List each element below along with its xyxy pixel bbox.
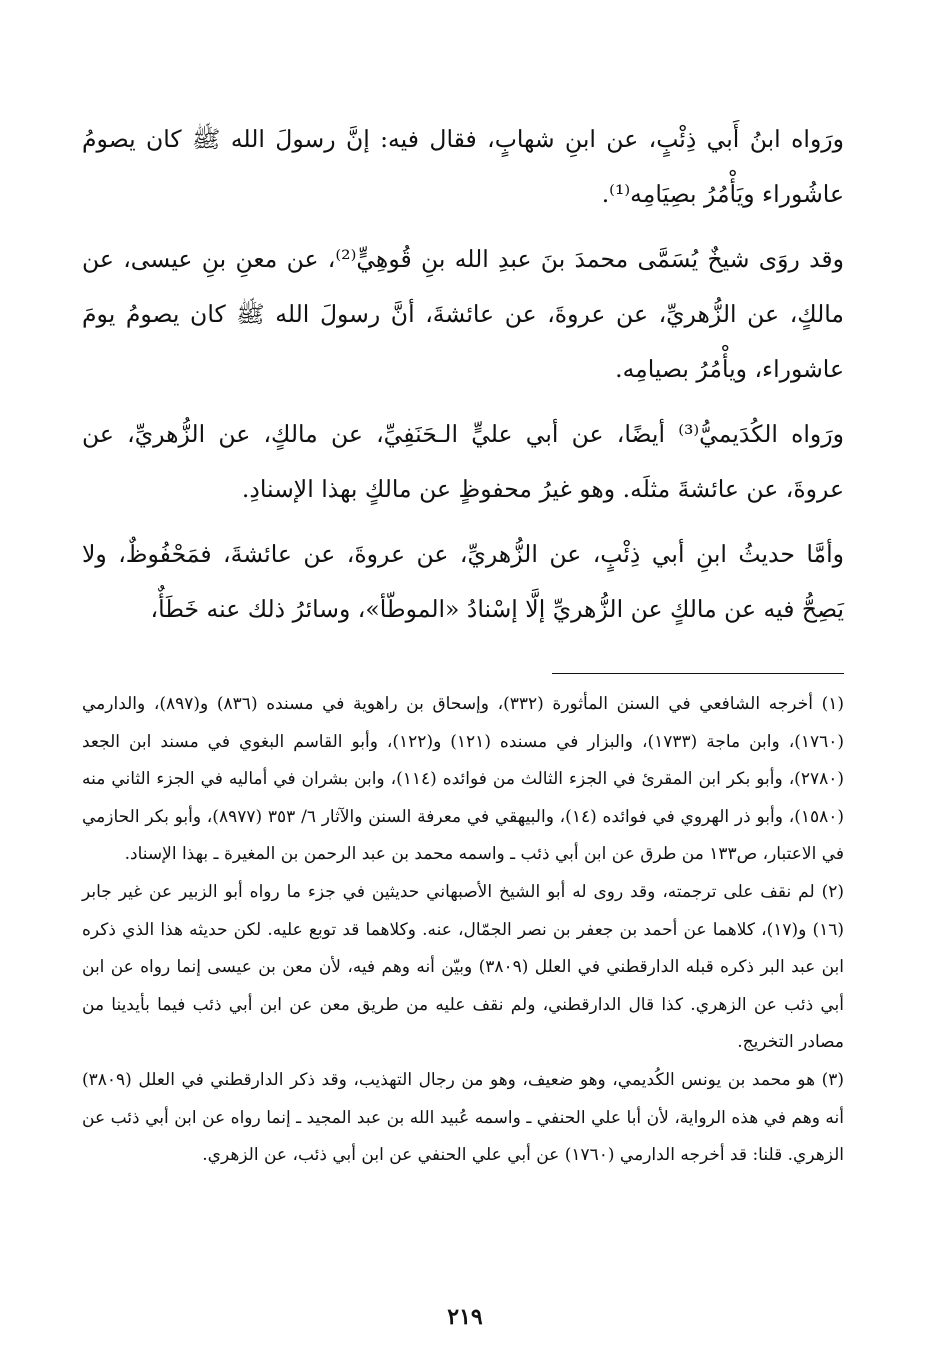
- footnote-text: هو محمد بن يونس الكُديمي، وهو ضعيف، وهو من رجال التهذيب، وقد ذكر الدارقطني في العلل (٣٨٠٩) أنه وهم في هذه الرواية، لأن أبا علي الحنفي ـ واسمه عُبيد الله بن عبد المجيد ـ إنما رواه عن ابن أبي ذئب عن الزهري. قلنا: قد أخرجه الدارمي (١٧٦٠) عن أبي علي الحنفي عن ابن أبي ذئب، عن الزهري.: [82, 1069, 844, 1166]
- footnote-number: (٣): [821, 1069, 845, 1090]
- page-number: ٢١٩: [447, 1304, 483, 1330]
- main-text: [82, 112, 844, 637]
- footnote-text: لم نقف على ترجمته، وقد روى له أبو الشيخ الأصبهاني حديثين في جزء ما رواه أبو الزبير عن غير جابر (١٦) و(١٧)، كلاهما عن أحمد بن جعفر بن نصر الجمّال، عنه. وكلاهما قد توبع عليه. لكن حديثه هذا الذي ذكره ابن عبد البر ذكره قبله الدارقطني في العلل (٣٨٠٩) وبيّن أنه وهم فيه، لأن معن بن عيسى إنما رواه عن ابن أبي ذئب عن الزهري. كذا قال الدارقطني، ولم نقف عليه من طريق معن عن ابن أبي ذئب فيما بأيدينا من مصادر التخريج.: [82, 881, 844, 1053]
- footnote-number: (٢): [821, 881, 844, 902]
- footnote-2: [82, 874, 844, 1062]
- footnote-divider: [552, 673, 844, 674]
- paragraph-4: وأمَّا حديثُ ابنِ أبي ذِئْبٍ، عن الزُّهريِّ، عن عروةَ، عن عائشةَ، فمَحْفُوظٌ، ولا يَصِحُّ فيه عن مالكٍ عن الزُّهريِّ إلَّا إسْنادُ «الموطّأ»، وسائرُ ذلك عنه خَطَأٌ،: [82, 540, 844, 623]
- footnote-3: [82, 1062, 844, 1175]
- paragraph-2: وقد روَى شيخٌ يُسَمَّى محمدَ بنَ عبدِ الله بنِ قُوهِيٍّ⁽²⁾، عن معنِ بنِ عيسى، عن مالكٍ، عن الزُّهريِّ، عن عروةَ، عن عائشةَ، أنَّ رسولَ الله ﷺ كان يصومُ يومَ عاشوراء، ويأْمُرُ بصيامِه.: [82, 245, 845, 383]
- footnote-number: (١): [821, 694, 844, 714]
- footnote-text: أخرجه الشافعي في السنن المأثورة (٣٣٢)، وإسحاق بن راهوية في مسنده (٨٣٦) و(٨٩٧)، والدارمي (١٧٦٠)، وابن ماجة (١٧٣٣)، والبزار في مسنده (١٢١) و(١٢٢)، وأبو القاسم البغوي في مسند ابن الجعد (٢٧٨٠)، وأبو بكر ابن المقرئ في الجزء الثالث من فوائده (١١٤)، وابن بشران في أماليه في الجزء الثاني منه (١٥٨٠)، وأبو ذر الهروي في فوائده (١٤)، والبيهقي في معرفة السنن والآثار ٦/ ٣٥٣ (٨٩٧٧)، وأبو بكر الحازمي في الاعتبار، ص١٣٣ من طرق عن ابن أبي ذئب ـ واسمه محمد بن عبد الرحمن بن المغيرة ـ بهذا الإسناد.: [82, 694, 844, 865]
- footnotes: [82, 686, 844, 1175]
- paragraph-3: ورَواه الكُدَيميُّ⁽³⁾ أيضًا، عن أبي عليٍّ الـحَنَفِيِّ، عن مالكٍ، عن الزُّهريِّ، عن عروةَ، عن عائشةَ مثلَه. وهو غيرُ محفوظٍ عن مالكٍ بهذا الإسنادِ.: [82, 420, 844, 503]
- footnote-1: [82, 686, 844, 874]
- paragraph-1: ورَواه ابنُ أَبي ذِئْبٍ، عن ابنِ شهابٍ، فقال فيه: إنَّ رسولَ الله ﷺ كان يصومُ عاشُوراء ويَأْمُرُ بصِيَامِه⁽¹⁾.: [82, 125, 844, 208]
